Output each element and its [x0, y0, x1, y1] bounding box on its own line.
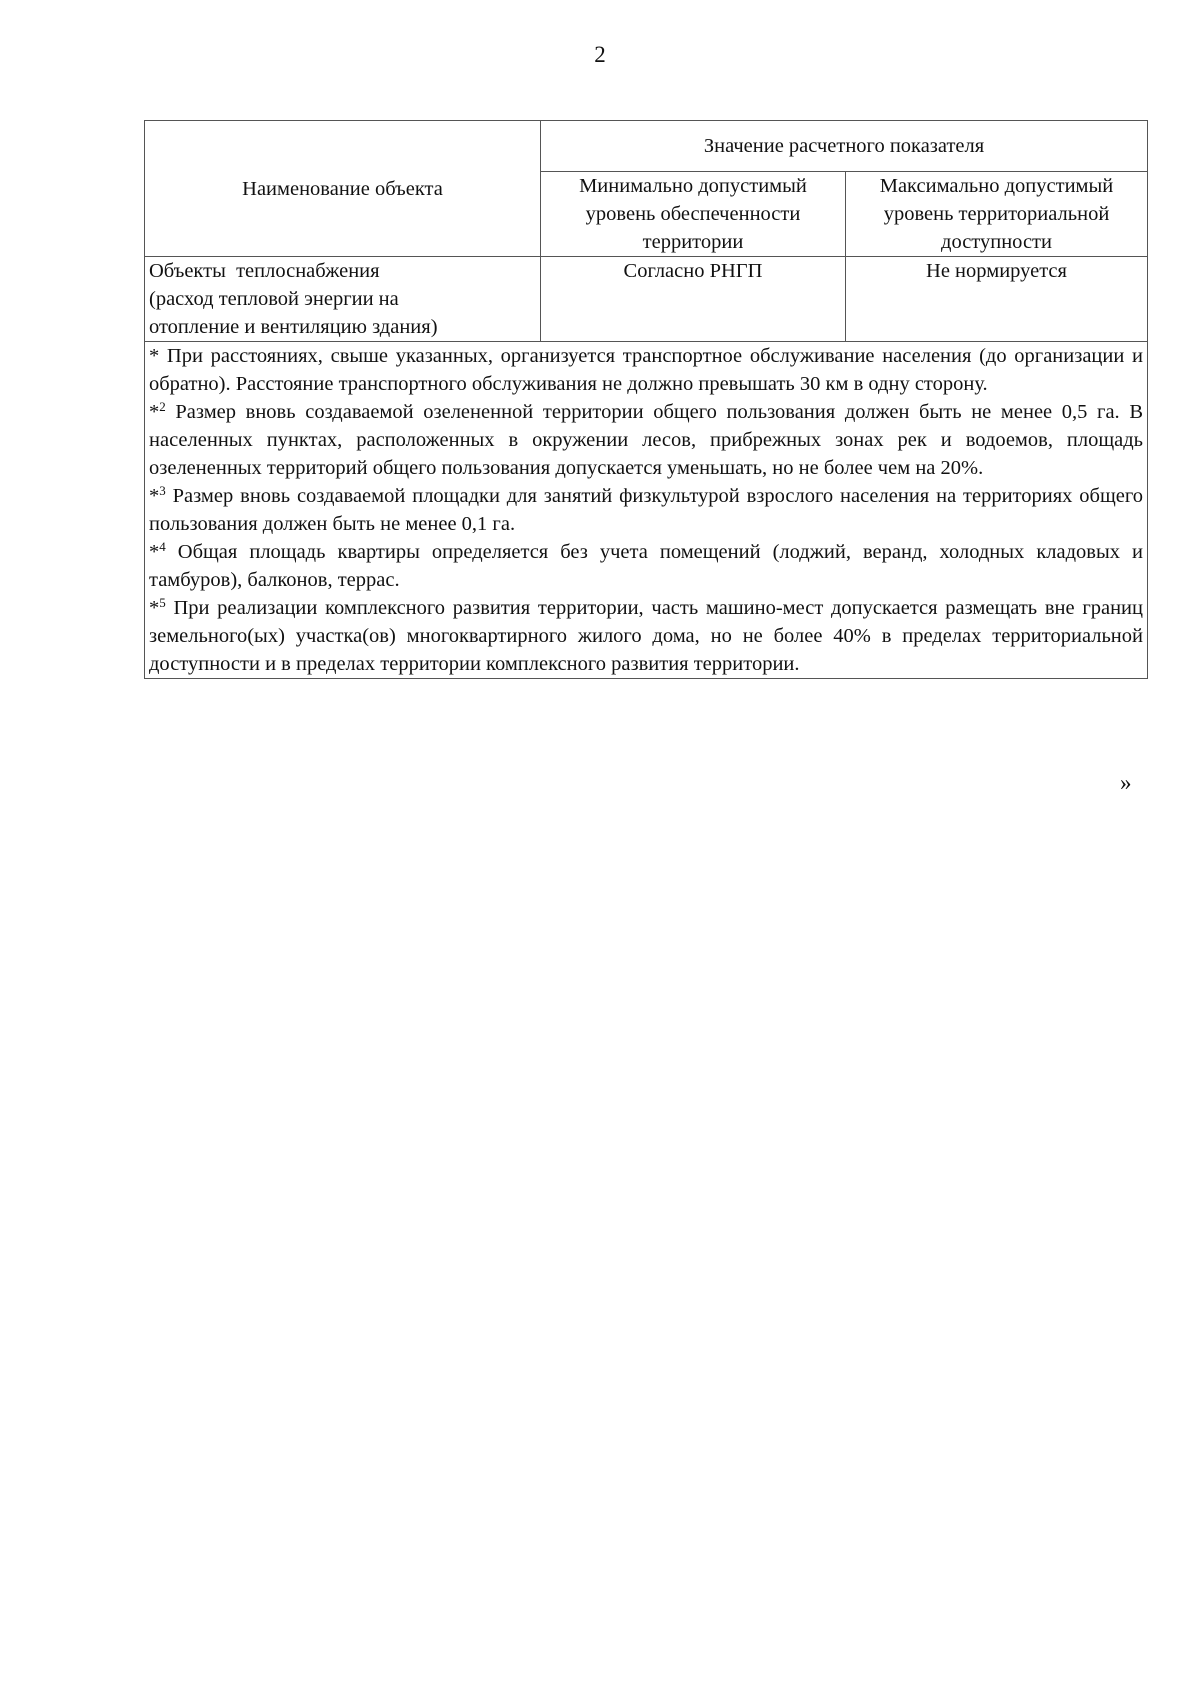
- footnotes-cell: [145, 342, 1148, 679]
- object-line: (расход тепловой энергии на: [149, 288, 399, 310]
- footnote-text: При реализации комплексного развития территории, часть машино-мест допускается размещать вне границ земельного(ых) участка(ов) многоквартирного жилого дома, но не более 40% в пределах территориальной доступности и в пределах территории комплексного развития территории.: [149, 597, 1143, 675]
- footnote-sup: 3: [159, 483, 166, 498]
- table-row: [145, 257, 1148, 342]
- footnote-marker: *: [149, 597, 160, 619]
- footnote: [149, 482, 1143, 538]
- footnote-sup: 4: [159, 539, 166, 554]
- header-value-group: Значение расчетного показателя: [541, 121, 1148, 172]
- footnote: [149, 538, 1143, 594]
- footnote: [149, 398, 1143, 482]
- object-line: Объекты теплоснабжения: [149, 260, 380, 282]
- object-line: отопление и вентиляцию здания): [149, 316, 438, 338]
- page-number: 2: [594, 42, 606, 67]
- closing-quote: »: [1120, 770, 1132, 795]
- row-max-value: Не нормируется: [846, 257, 1148, 342]
- footnote-marker: *: [149, 345, 160, 367]
- table-header-row: [145, 121, 1148, 172]
- header-min-level: Минимально допустимый уровень обеспеченности территории: [541, 172, 846, 257]
- indicator-table: [144, 120, 1148, 679]
- footnote-marker: *: [149, 541, 160, 563]
- footnote-marker: *: [149, 401, 160, 423]
- footnote-sup: 2: [159, 399, 166, 414]
- header-object-name: Наименование объекта: [145, 121, 541, 257]
- footnote-sup: 5: [159, 595, 166, 610]
- footnote: [149, 342, 1143, 398]
- footnote-text: Размер вновь создаваемой озелененной территории общего пользования должен быть не менее 0,5 га. В населенных пунктах, расположенных в окружении лесов, прибрежных зонах рек и водоемов, площадь озелененных территорий общего пользования допускается уменьшать, но не более чем на 20%.: [149, 401, 1143, 479]
- footnote-marker: *: [149, 485, 160, 507]
- row-min-value: Согласно РНГП: [541, 257, 846, 342]
- header-max-level: Максимально допустимый уровень территориальной доступности: [846, 172, 1148, 257]
- footnote: [149, 594, 1143, 678]
- notes-row: [145, 342, 1148, 679]
- row-object-name: [145, 257, 541, 342]
- footnote-text: При расстояниях, свыше указанных, организуется транспортное обслуживание населения (до организации и обратно). Расстояние транспортного обслуживания не должно превышать 30 км в одну сторону.: [149, 345, 1143, 395]
- footnote-text: Размер вновь создаваемой площадки для занятий физкультурой взрослого населения на территориях общего пользования должен быть не менее 0,1 га.: [149, 485, 1143, 535]
- footnote-text: Общая площадь квартиры определяется без учета помещений (лоджий, веранд, холодных кладовых и тамбуров), балконов, террас.: [149, 541, 1143, 591]
